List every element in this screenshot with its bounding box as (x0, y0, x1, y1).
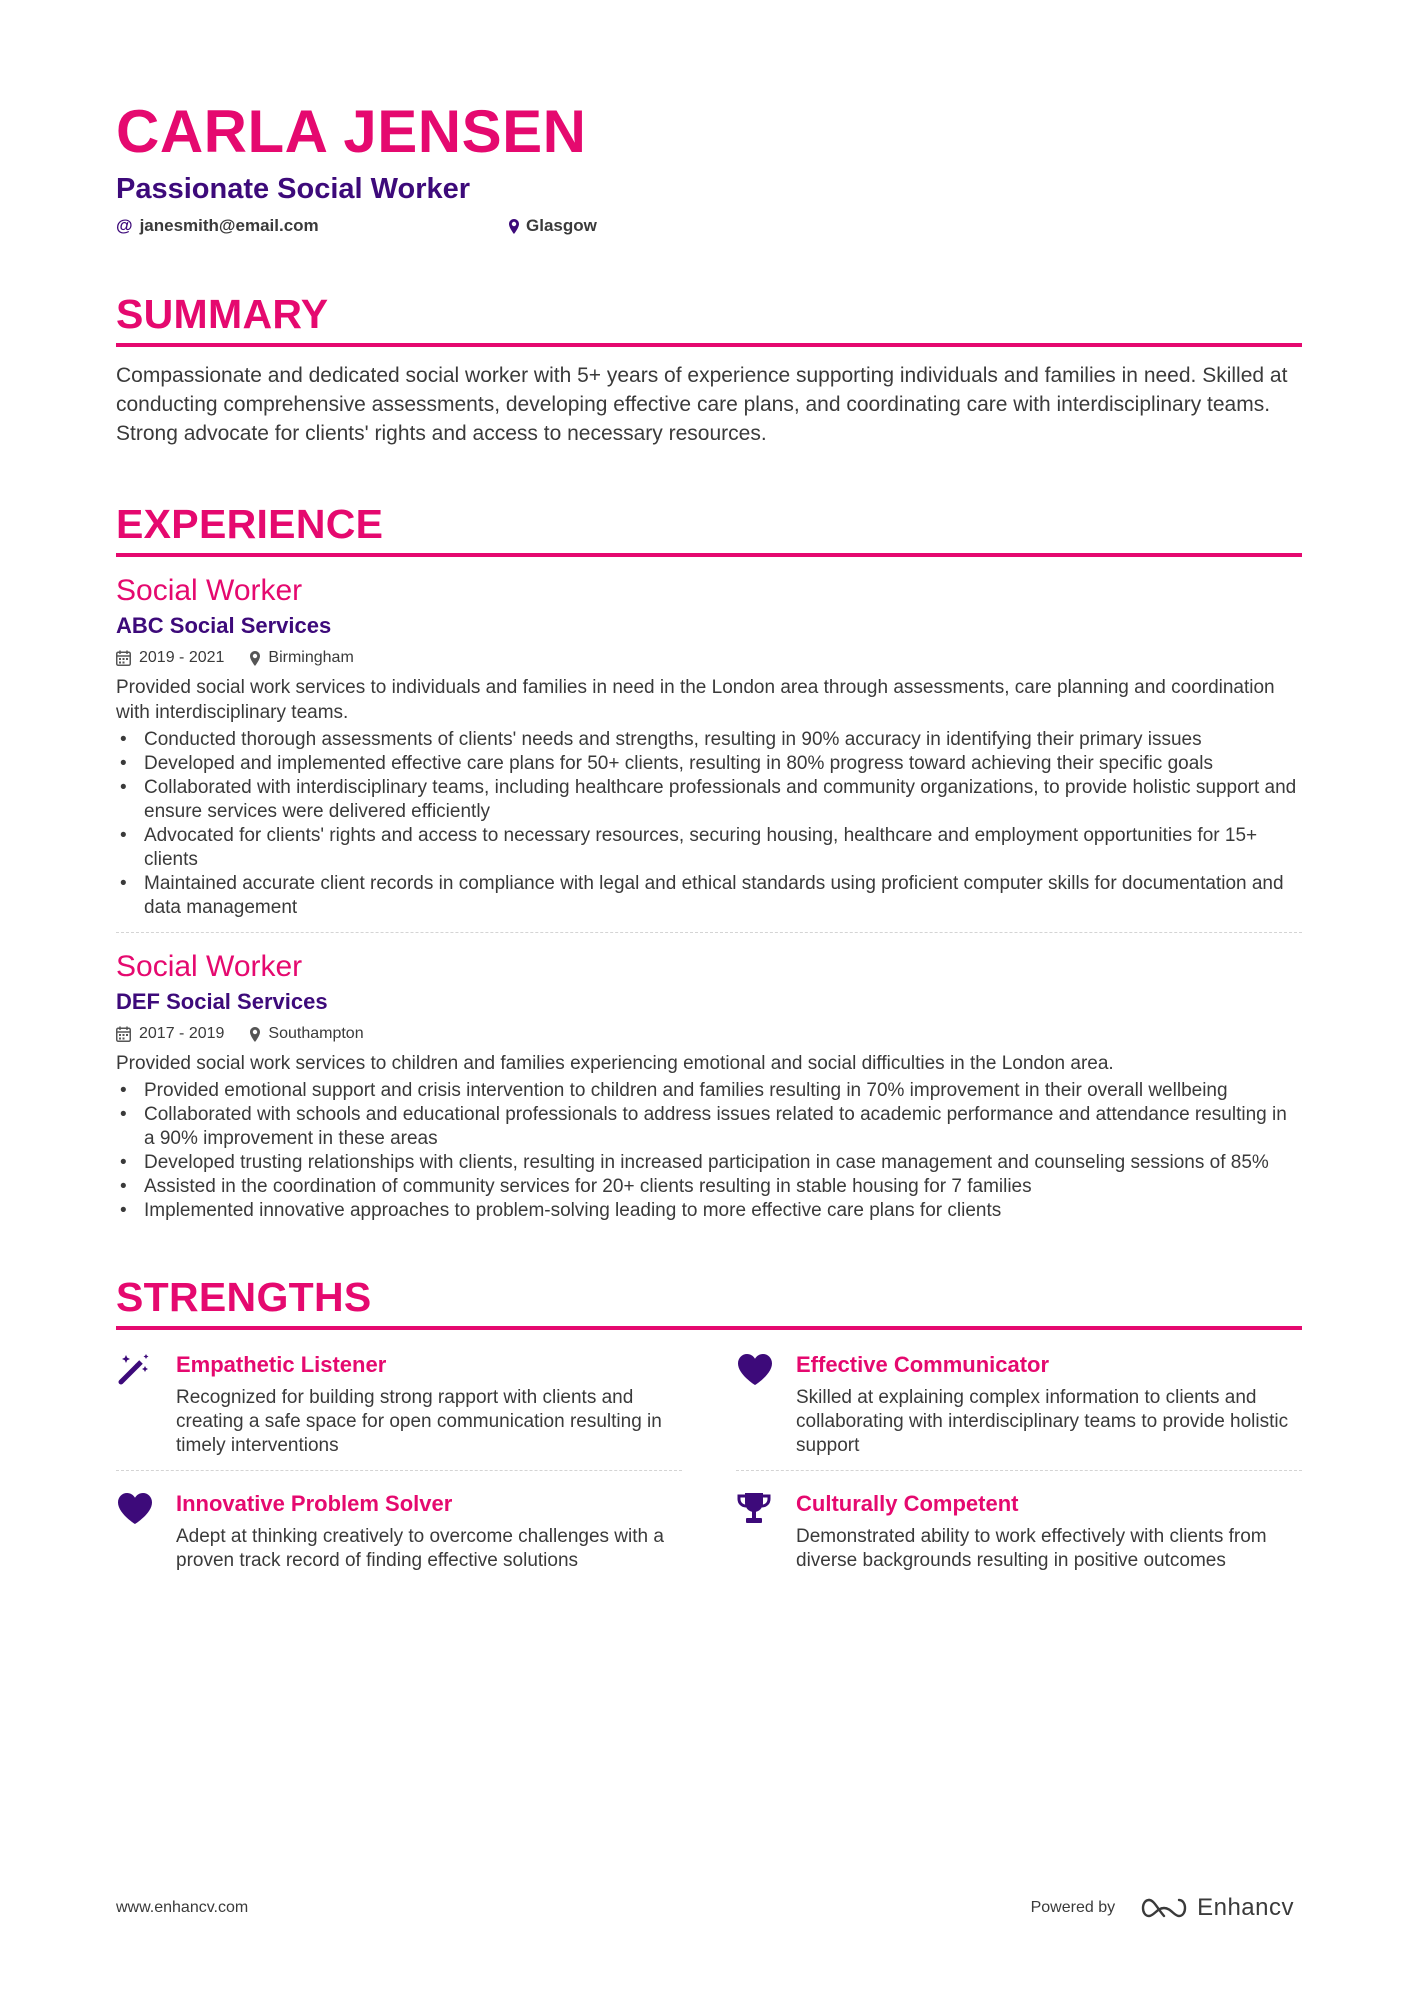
section-divider (116, 553, 1302, 557)
strength-body (796, 1350, 1302, 1458)
heart-icon (736, 1350, 796, 1458)
job-location (250, 647, 353, 669)
job-meta (116, 647, 1302, 669)
strengths-section (116, 1273, 1302, 1585)
list-item: • Developed trusting relationships with clients, resulting in increased participation in case management and counseling sessions of 85% (116, 1151, 1302, 1175)
contact-info (116, 214, 1302, 238)
strength-title: Empathetic Listener (176, 1352, 387, 1377)
job-dates (116, 647, 224, 669)
resume-page (116, 96, 1302, 1585)
list-item: • Advocated for clients' rights and access to necessary resources, securing housing, healthcare and employment opportunities for 15+ clients (116, 824, 1302, 872)
section-divider (116, 1326, 1302, 1330)
list-item: • Assisted in the coordination of community services for 20+ clients resulting in stable housing for 7 families (116, 1175, 1302, 1199)
heart-icon (116, 1489, 176, 1573)
candidate-tagline: Passionate Social Worker (116, 173, 471, 205)
job-bullets (116, 1079, 1302, 1223)
resume-header (116, 96, 1302, 238)
list-item: • Developed and implemented effective care plans for 50+ clients, resulting in 80% progress toward achieving their specific goals (116, 752, 1302, 776)
job-dates-text: 2017 - 2019 (139, 1025, 225, 1042)
strength-item (736, 1471, 1302, 1585)
experience-section (116, 500, 1302, 1223)
job-dates (116, 1023, 224, 1045)
strength-item (736, 1340, 1302, 1471)
trophy-icon (736, 1489, 796, 1573)
job-title: Social Worker (116, 574, 303, 607)
at-icon: @ (116, 216, 133, 235)
strength-item (116, 1340, 682, 1471)
strength-title: Effective Communicator (796, 1352, 1050, 1377)
company-name: ABC Social Services (116, 613, 332, 638)
contact-location (509, 214, 597, 238)
calendar-icon (116, 650, 131, 666)
section-divider (116, 343, 1302, 347)
calendar-icon (116, 1026, 131, 1042)
enhancv-logo-icon (1141, 1896, 1187, 1920)
job-location (250, 1023, 363, 1045)
location-pin-icon (250, 1027, 260, 1042)
list-item: • Maintained accurate client records in compliance with legal and ethical standards using proficient computer skills for documentation and data management (116, 872, 1302, 920)
job-dates-text: 2019 - 2021 (139, 649, 225, 666)
job-description: Provided social work services to individuals and families in need in the London area through assessments, care planning and coordination with interdisciplinary teams. (116, 677, 1275, 723)
list-item: • Implemented innovative approaches to problem-solving leading to more effective care plans for clients (116, 1199, 1302, 1223)
experience-title: EXPERIENCE (116, 501, 384, 547)
entry-divider (116, 932, 1302, 933)
contact-email[interactable] (116, 214, 509, 238)
page-footer (116, 1894, 1294, 1922)
list-item: • Collaborated with interdisciplinary teams, including healthcare professionals and community organizations, to provide holistic support and ensure services were delivered efficiently (116, 776, 1302, 824)
powered-by-label: Powered by (1030, 1899, 1116, 1916)
summary-section (116, 290, 1302, 448)
location-pin-icon (509, 219, 519, 234)
strength-body (176, 1489, 682, 1573)
job-title: Social Worker (116, 950, 303, 983)
job-location-text: Birmingham (268, 649, 354, 666)
list-item: • Provided emotional support and crisis intervention to children and families resulting in 70% improvement in their overall wellbeing (116, 1079, 1302, 1103)
magic-wand-icon (116, 1350, 176, 1458)
company-name: DEF Social Services (116, 989, 328, 1014)
strengths-grid (116, 1340, 1302, 1585)
strength-text: Adept at thinking creatively to overcome challenges with a proven track record of finding effective solutions (176, 1526, 664, 1571)
summary-title: SUMMARY (116, 291, 329, 337)
powered-by (1031, 1894, 1294, 1922)
job-entry (116, 573, 1302, 933)
strength-body (796, 1489, 1302, 1573)
strength-text: Demonstrated ability to work effectively with clients from diverse backgrounds resulting in positive outcomes (796, 1526, 1267, 1571)
strength-text: Skilled at explaining complex information to clients and collaborating with interdisciplinary teams to provide holistic support (796, 1387, 1289, 1456)
brand-name: Enhancv (1197, 1894, 1294, 1921)
strengths-title: STRENGTHS (116, 1274, 372, 1320)
job-meta (116, 1023, 1302, 1045)
strength-title: Innovative Problem Solver (176, 1491, 453, 1516)
strength-item (116, 1471, 682, 1585)
strength-title: Culturally Competent (796, 1491, 1019, 1516)
job-entry (116, 949, 1302, 1223)
strength-text: Recognized for building strong rapport with clients and creating a safe space for open communication resulting in timely interventions (176, 1387, 662, 1456)
candidate-name: CARLA JENSEN (116, 98, 587, 165)
email-text: janesmith@email.com (139, 216, 319, 235)
summary-text: Compassionate and dedicated social worker with 5+ years of experience supporting individuals and families in need. Skilled at conducting comprehensive assessments, developing effective care plans, and coordinating care with interdisciplinary teams. Strong advocate for clients' rights and access to necessary resources. (116, 364, 1288, 445)
job-description: Provided social work services to children and families experiencing emotional and social difficulties in the London area. (116, 1053, 1114, 1074)
brand-logo[interactable] (1141, 1894, 1294, 1922)
job-bullets (116, 728, 1302, 920)
list-item: • Conducted thorough assessments of clients' needs and strengths, resulting in 90% accuracy in identifying their primary issues (116, 728, 1302, 752)
list-item: • Collaborated with schools and educational professionals to address issues related to academic performance and attendance resulting in a 90% improvement in these areas (116, 1103, 1302, 1151)
job-location-text: Southampton (268, 1025, 364, 1042)
location-pin-icon (250, 651, 260, 666)
location-text: Glasgow (526, 216, 597, 235)
strength-body (176, 1350, 682, 1458)
footer-site-link[interactable]: www.enhancv.com (116, 1899, 249, 1916)
